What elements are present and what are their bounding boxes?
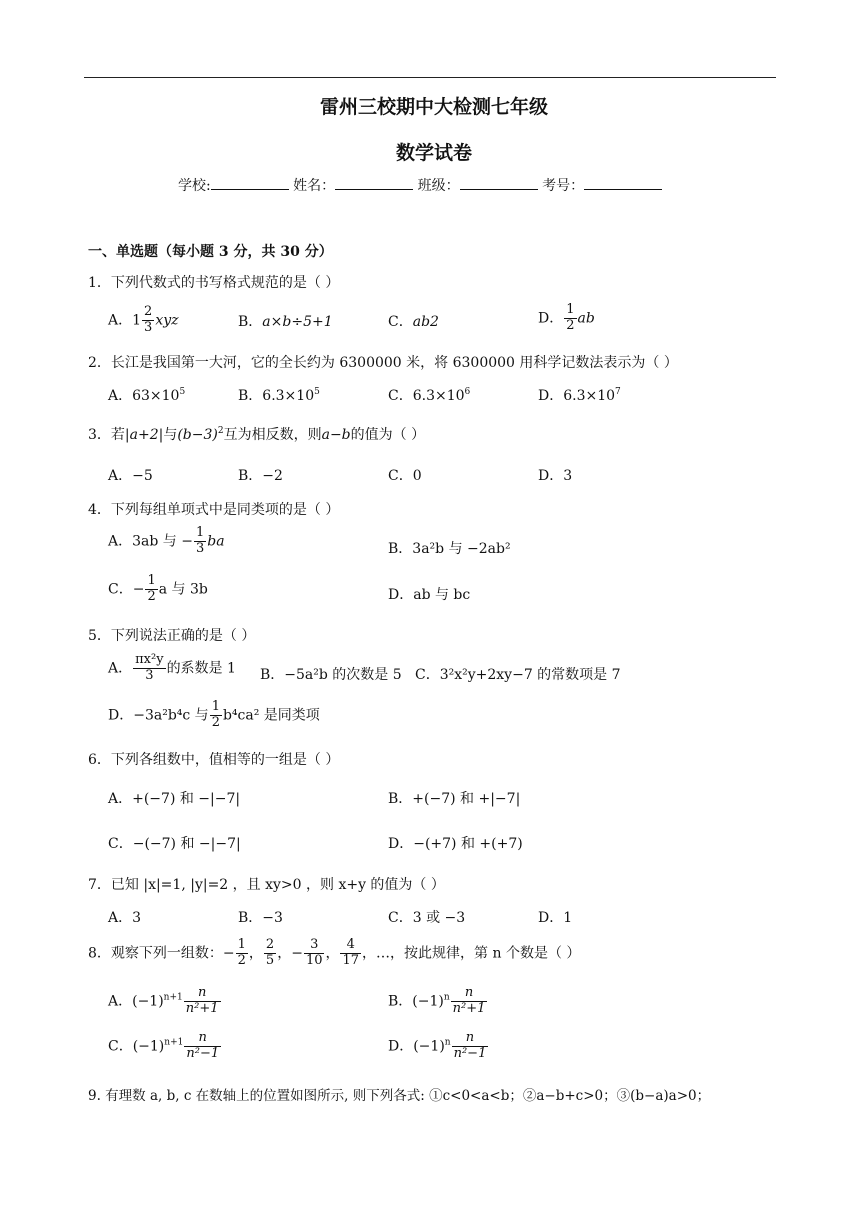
exam-subtitle: 数学试卷 <box>395 142 472 164</box>
school-label: 学校: <box>178 178 211 194</box>
q1-option-b: B．a×b÷5+1 <box>238 314 333 330</box>
q6-option-a: A．+(−7) 和 −|−7| <box>108 791 241 807</box>
header-rule <box>84 77 776 78</box>
question-2-stem: 2．长江是我国第一大河，它的全长约为 6300000 米，将 6300000 用科学记数法表示为（ ） <box>88 355 678 371</box>
q7-option-c: C．3 或 −3 <box>388 910 466 926</box>
q8-option-c: C．$(-1)^{n+1}$ $\frac{n}{\text{n²−1}}$ <box>108 1030 220 1061</box>
name-label: 姓名： <box>293 178 336 194</box>
q4-option-a: A．3ab 与 − $\frac{1}{3}$ ba <box>108 525 225 556</box>
q3-option-b: B．−2 <box>238 468 283 484</box>
q5-option-d: D．−3a²b⁴c 与 $\frac{1}{2}$ b⁴ca² 是同类项 <box>108 699 320 730</box>
q8-option-b: B．$(-1)^n$ $\frac{n}{\text{n²+1}}$ <box>388 985 486 1016</box>
q2-option-c: C．$6.3\times 10^6$ <box>388 387 471 404</box>
q7-option-d: D．1 <box>538 910 573 926</box>
q8-option-a: A．$(-1)^{n+1}$ $\frac{n}{\text{n²+1}}$ <box>108 985 219 1016</box>
q5-option-b: B．−5a²b 的次数是 5 <box>260 667 402 683</box>
q8-option-d: D．$(-1)^n$ $\frac{n}{\text{n²−1}}$ <box>388 1030 487 1061</box>
class-label: 班级： <box>417 178 460 194</box>
class-field[interactable] <box>460 177 538 190</box>
q1-option-a: A．1 $\frac{2}{3}$ xyz <box>108 304 179 335</box>
question-9-stem: 9. 有理数 a, b, c 在数轴上的位置如图所示, 则下列各式: ①c<0<a<b；②a−b+c>0；③(b−a)a>0； <box>88 1088 711 1104</box>
q2-option-a: A．$63\times 10^5$ <box>108 387 186 404</box>
q4-option-c: C．− $\frac{1}{2}$ a 与 3b <box>108 573 208 604</box>
q1-option-d: D． $\frac{1}{2}$ ab <box>538 302 595 333</box>
q3-option-c: C．0 <box>388 468 422 484</box>
q7-option-a: A．3 <box>108 910 142 926</box>
q3-option-a: A．−5 <box>108 468 153 484</box>
exam-no-field[interactable] <box>584 177 662 190</box>
q4-option-b: B．3a²b 与 −2ab² <box>388 541 511 557</box>
question-8-stem: 8．观察下列一组数：− $\frac{1}{2}$ ， $\frac{2}{5}$ ，− $\frac{3}{10}$ ， $\frac{4}{17}$ ，…，按此规律，第 n 个数是（ ） <box>88 937 581 968</box>
q1-option-c: C．ab2 <box>388 314 439 330</box>
q3-option-d: D．3 <box>538 468 573 484</box>
q6-option-d: D．−(+7) 和 +(+7) <box>388 836 523 852</box>
question-3-stem: 3．若|a+2|与$(b-3)^2$互为相反数，则a−b的值为（ ） <box>88 426 426 443</box>
question-6-stem: 6．下列各组数中，值相等的一组是（ ） <box>88 752 340 768</box>
q7-option-b: B．−3 <box>238 910 283 926</box>
exam-no-label: 考号： <box>542 178 585 194</box>
question-4-stem: 4．下列每组单项式中是同类项的是（ ） <box>88 502 340 518</box>
q5-option-c: C．3²x²y+2xy−7 的常数项是 7 <box>415 667 621 683</box>
q6-option-b: B．+(−7) 和 +|−7| <box>388 791 521 807</box>
q2-option-b: B．$6.3\times 10^5$ <box>238 387 320 404</box>
school-field[interactable] <box>211 177 289 190</box>
q5-option-a: A． $\frac{\text{πx²y}}{3}$ 的系数是 1 <box>108 652 236 683</box>
q4-option-d: D．ab 与 bc <box>388 587 471 603</box>
question-1-stem: 1．下列代数式的书写格式规范的是（ ） <box>88 275 340 291</box>
student-info-line <box>178 175 662 195</box>
q2-option-d: D．$6.3\times 10^7$ <box>538 387 621 404</box>
section-heading: 一、单选题（每小题 3 分，共 30 分） <box>88 244 333 260</box>
q6-option-c: C．−(−7) 和 −|−7| <box>108 836 241 852</box>
question-7-stem: 7．已知 |x|=1, |y|=2 ，且 xy>0 ，则 x+y 的值为（ ） <box>88 877 445 893</box>
exam-title: 雷州三校期中大检测七年级 <box>319 96 548 118</box>
question-5-stem: 5．下列说法正确的是（ ） <box>88 628 256 644</box>
name-field[interactable] <box>335 177 413 190</box>
